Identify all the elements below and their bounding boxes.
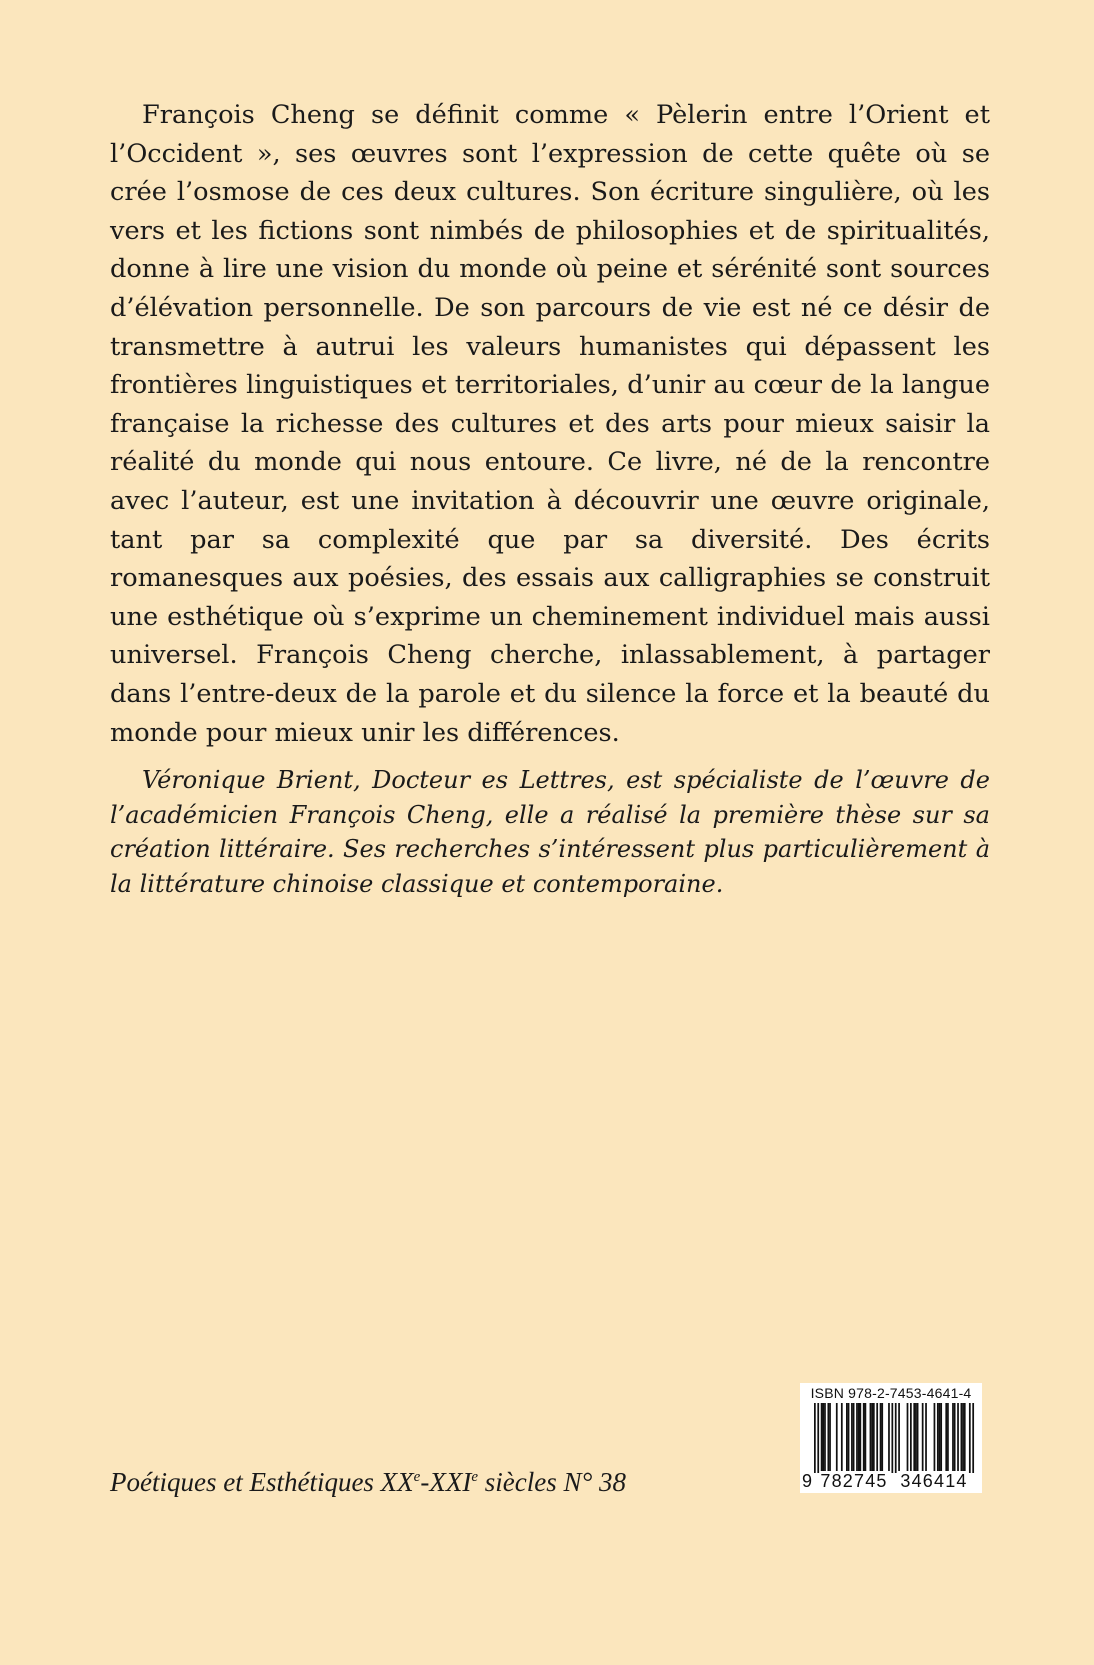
- barcode-bar: [962, 1403, 964, 1471]
- barcode-bar: [848, 1403, 850, 1471]
- barcode-bar: [853, 1403, 855, 1471]
- barcode-bar: [925, 1403, 927, 1471]
- barcode-bar: [821, 1403, 823, 1471]
- barcode-bar: [947, 1403, 949, 1471]
- barcode-guard-bar: [817, 1403, 819, 1473]
- series-title: [110, 1466, 626, 1498]
- barcode-guard-bar: [972, 1403, 974, 1473]
- barcode-bar: [822, 1403, 824, 1471]
- barcode-bar: [827, 1403, 829, 1471]
- barcode-bar: [858, 1403, 860, 1471]
- barcode-bar: [922, 1403, 924, 1471]
- series-sup-1: e: [413, 1469, 421, 1485]
- barcode-bar: [964, 1403, 966, 1471]
- barcode-bar: [907, 1403, 909, 1471]
- series-middle: -XXI: [420, 1467, 472, 1497]
- barcode-bar: [915, 1403, 917, 1471]
- barcode-bar: [961, 1403, 963, 1471]
- isbn-barcode-block: [800, 1383, 982, 1493]
- barcode-guard-bar: [814, 1403, 816, 1473]
- barcode-bar: [841, 1403, 843, 1471]
- barcode-icon: [800, 1403, 982, 1473]
- barcode-bar: [881, 1403, 883, 1471]
- barcode-bar: [824, 1403, 826, 1471]
- barcode-bar: [937, 1403, 939, 1471]
- barcode-guard-bar: [891, 1403, 893, 1473]
- ean-first-digit: 9: [802, 1471, 813, 1491]
- barcode-bar: [939, 1403, 941, 1471]
- barcode-guard-bar: [969, 1403, 971, 1473]
- series-suffix: siècles N° 38: [477, 1467, 627, 1497]
- barcode-bar: [954, 1403, 956, 1471]
- barcode-bar: [856, 1403, 858, 1471]
- barcode-bar: [880, 1403, 882, 1471]
- barcode-bar: [873, 1403, 875, 1471]
- barcode-bar: [940, 1403, 942, 1471]
- ean-left-group: 782745: [820, 1471, 888, 1491]
- barcode-bar: [957, 1403, 959, 1471]
- barcode-bar: [863, 1403, 865, 1471]
- barcode-bar: [952, 1403, 954, 1471]
- barcode-bar: [910, 1403, 912, 1471]
- barcode-guard-bar: [895, 1403, 897, 1473]
- barcode-bar: [859, 1403, 861, 1471]
- barcode-bar: [934, 1403, 936, 1471]
- barcode-bar: [898, 1403, 900, 1471]
- barcode-bar: [865, 1403, 867, 1471]
- barcode-bar: [846, 1403, 848, 1471]
- ean-right-group: 346414: [900, 1471, 968, 1491]
- barcode-bar: [876, 1403, 878, 1471]
- barcode-bar: [829, 1403, 831, 1471]
- barcode-bar: [917, 1403, 919, 1471]
- series-sup-2: e: [471, 1469, 478, 1485]
- barcode-bar: [913, 1403, 915, 1471]
- barcode-bar: [836, 1403, 838, 1471]
- isbn-label: ISBN 978-2-7453-4641-4: [810, 1385, 972, 1401]
- barcode-bar: [945, 1403, 947, 1471]
- barcode-bar: [870, 1403, 872, 1471]
- barcode-bar: [851, 1403, 853, 1471]
- book-blurb: François Cheng se définit comme « Pèlerin entre l’Orient et l’Occident », ses œuvres sont l’expression de cette quête où se crée l’osmose de ces deux cultures. Son écriture singulière, où les vers et les fictions sont nimbés de philosophies et de spiritualités, donne à lire une vision du monde où peine et sérénité sont sources d’élévation personnelle. De son parcours de vie est né ce désir de transmettre à autrui les valeurs humanistes qui dépassent les frontières linguistiques et territoriales, d’unir au cœur de la langue française la richesse des cultures et des arts pour mieux saisir la réalité du monde qui nous entoure. Ce livre, né de la rencontre avec l’auteur, est une invitation à découvrir une œuvre originale, tant par sa complexité que par sa diversité. Des écrits romanesques aux poésies, des essais aux calligraphies se construit une esthétique où s’exprime un cheminement individuel mais aussi universel. François Cheng cherche, inlassablement, à partager dans l’entre-deux de la parole et du silence la force et la beauté du monde pour mieux unir les différences.: [110, 100, 990, 748]
- barcode-bar: [888, 1403, 890, 1471]
- series-prefix: Poétiques et Esthétiques XX: [110, 1467, 414, 1497]
- author-bio: Véronique Brient, Docteur es Lettres, est spécialiste de l’œuvre de l’académicien François Cheng, elle a réalisé la première thèse sur sa création littéraire. Ses recherches s’intéressent plus particulièrement à la littérature chinoise classique et contemporaine.: [110, 766, 990, 898]
- barcode-bar: [871, 1403, 873, 1471]
